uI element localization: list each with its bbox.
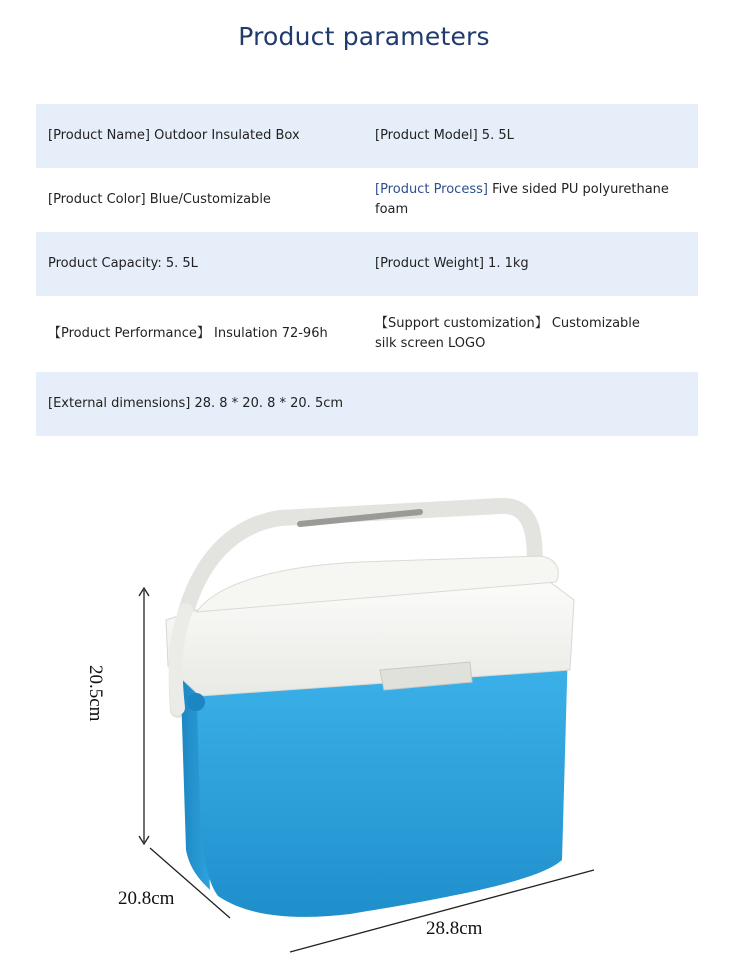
dimension-height-label: 20.5cm: [85, 665, 106, 722]
product-performance: 【Product Performance】 Insulation 72-96h: [48, 326, 328, 341]
product-name: [Product Name] Outdoor Insulated Box: [48, 128, 300, 143]
customization-line2: silk screen LOGO: [375, 336, 486, 351]
support-customization: [375, 314, 695, 354]
product-weight: [Product Weight] 1. 1kg: [375, 256, 529, 271]
param-row: [36, 168, 698, 232]
param-row: [36, 104, 698, 168]
product-color: [Product Color] Blue/Customizable: [48, 192, 271, 207]
param-row: [36, 372, 698, 436]
dimension-depth-label: 20.8cm: [118, 888, 175, 909]
product-capacity: Product Capacity: 5. 5L: [48, 256, 198, 271]
parameters-table: [36, 104, 698, 436]
external-dimensions: [External dimensions] 28. 8 * 20. 8 * 20. 5cm: [48, 396, 344, 411]
product-process-label: [Product Process]: [375, 182, 488, 197]
cooler-box-image: [100, 470, 700, 960]
dimension-width-label: 28.8cm: [426, 918, 483, 939]
product-process: [375, 180, 695, 220]
customization-line1: 【Support customization】 Customizable: [375, 316, 640, 331]
param-row: [36, 232, 698, 296]
product-process-value: Five sided PU polyurethane foam: [375, 182, 669, 217]
page-title: Product parameters: [238, 22, 490, 51]
param-row: [36, 296, 698, 372]
product-model: [Product Model] 5. 5L: [375, 128, 514, 143]
